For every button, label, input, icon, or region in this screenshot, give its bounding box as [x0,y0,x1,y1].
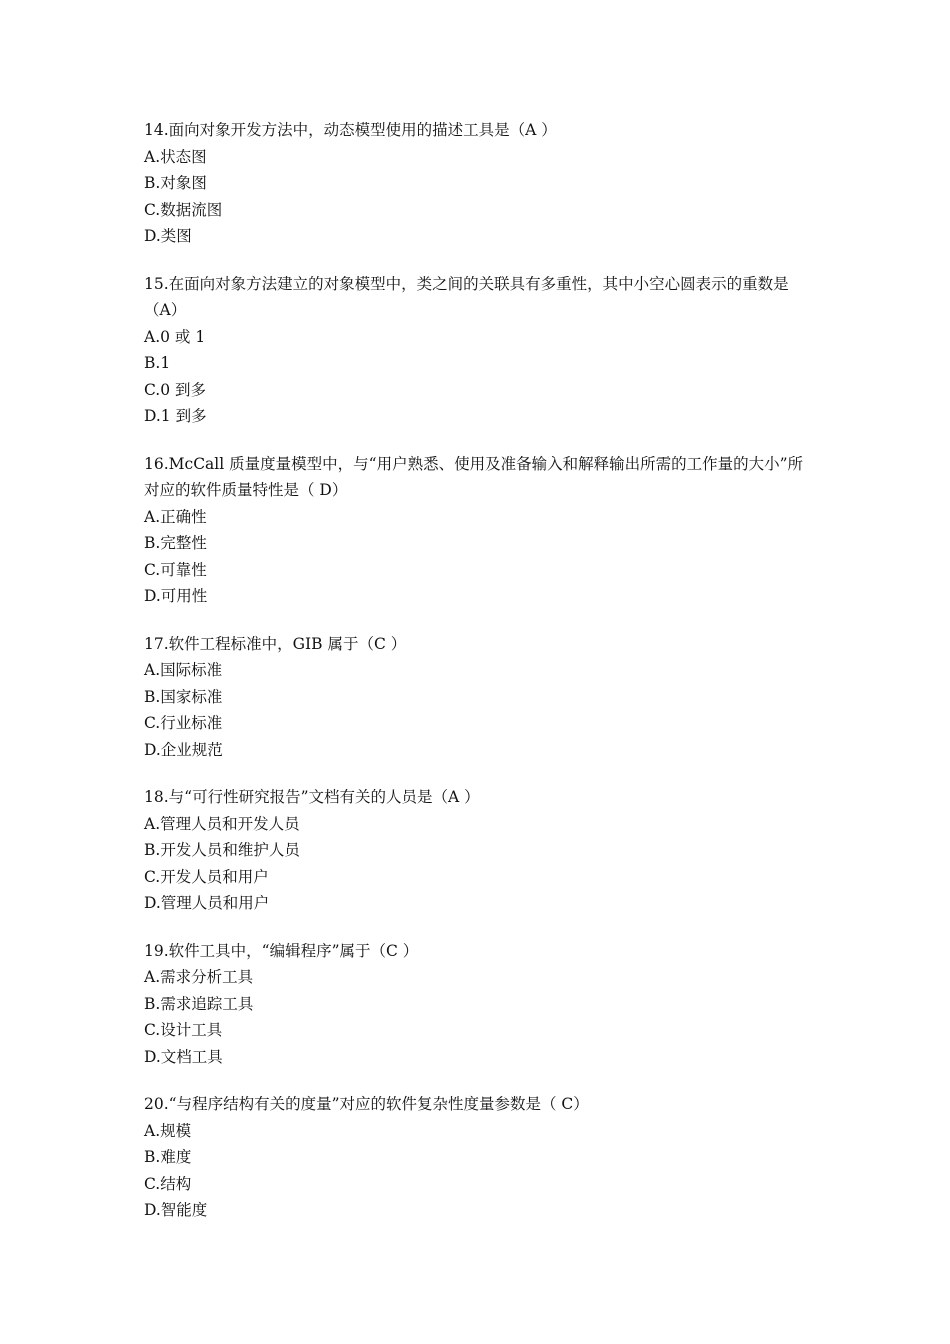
question-20 [144,1091,809,1224]
option-d: D.类图 [144,227,192,245]
option-c: C.可靠性 [144,560,207,579]
option-d: D.1 到多 [144,407,207,425]
option-a: A.0 或 1 [144,327,206,346]
question-stem: 16.McCall 质量度量模型中，与“用户熟悉、使用及准备输入和解释输出所需的工作量的大小”所对应的软件质量特性是（ D） [144,454,803,499]
question-stem: 17.软件工程标准中，GIB 属于（C ） [144,634,407,653]
option-d: D.管理人员和用户 [144,894,270,912]
option-d: D.智能度 [144,1201,208,1219]
option-a: A.规模 [144,1121,192,1140]
question-19 [144,938,809,1071]
option-a: A.管理人员和开发人员 [144,814,300,833]
option-b: B.国家标准 [144,687,223,706]
question-stem: 15.在面向对象方法建立的对象模型中，类之间的关联具有多重性，其中小空心圆表示的重数是（A） [144,274,789,319]
question-stem: 18.与“可行性研究报告”文档有关的人员是（A ） [144,788,480,806]
question-stem: 14.面向对象开发方法中，动态模型使用的描述工具是（A ） [144,121,557,139]
option-c: C.行业标准 [144,714,223,732]
option-a: A.需求分析工具 [144,968,254,986]
option-b: B.难度 [144,1148,192,1166]
option-c: C.0 到多 [144,380,207,399]
option-d: D.文档工具 [144,1047,223,1066]
question-list [144,117,809,1245]
option-b: B.1 [144,354,171,372]
question-stem: 20.“与程序结构有关的度量”对应的软件复杂性度量参数是（ C） [144,1095,589,1113]
question-18 [144,784,809,917]
option-a: A.正确性 [144,507,207,526]
question-16 [144,451,809,610]
option-c: C.设计工具 [144,1021,223,1039]
option-d: D.企业规范 [144,740,223,759]
option-c: C.结构 [144,1174,192,1193]
question-17 [144,631,809,764]
option-b: B.开发人员和维护人员 [144,841,300,859]
option-b: B.完整性 [144,534,207,552]
option-d: D.可用性 [144,587,208,605]
option-a: A.状态图 [144,147,207,166]
question-14 [144,117,809,250]
option-c: C.开发人员和用户 [144,867,269,886]
question-stem: 19.软件工具中，“编辑程序”属于（C ） [144,941,419,960]
question-15 [144,271,809,430]
option-c: C.数据流图 [144,200,223,219]
option-b: B.对象图 [144,174,207,192]
option-b: B.需求追踪工具 [144,994,254,1013]
option-a: A.国际标准 [144,661,223,679]
